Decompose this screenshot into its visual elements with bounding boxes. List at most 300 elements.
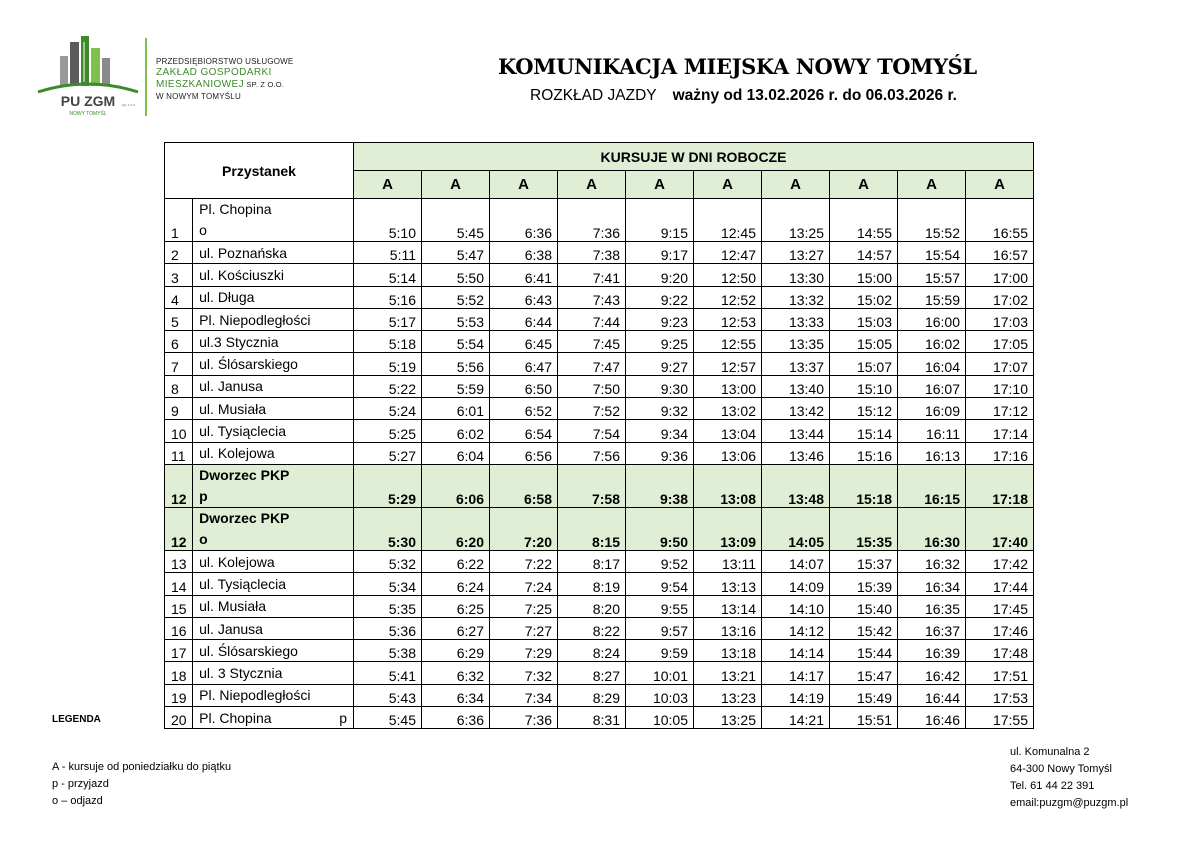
stop-number: 5 — [165, 308, 193, 330]
departure-time: 12:50 — [694, 264, 762, 286]
departure-time: 7:22 — [490, 550, 558, 572]
stop-name: Pl. Niepodległości — [193, 684, 354, 706]
departure-time: 17:16 — [966, 442, 1034, 464]
departure-time: 16:02 — [898, 331, 966, 353]
stop-name: Pl. Niepodległości — [193, 308, 354, 330]
departure-time: 8:31 — [558, 707, 626, 729]
company-name — [156, 56, 293, 102]
stop-direction-marker: p — [339, 709, 347, 726]
departure-time: 5:45 — [354, 707, 422, 729]
departure-time: 9:57 — [626, 617, 694, 639]
departure-time: 7:44 — [558, 308, 626, 330]
stop-number: 19 — [165, 684, 193, 706]
departure-time: 5:18 — [354, 331, 422, 353]
departure-time: 12:53 — [694, 308, 762, 330]
departure-time: 9:22 — [626, 286, 694, 308]
departure-time: 5:34 — [354, 573, 422, 595]
course-code-header: A — [422, 171, 490, 199]
course-code-header: A — [354, 171, 422, 199]
departure-time: 14:07 — [762, 550, 830, 572]
departure-time: 15:35 — [830, 507, 898, 550]
departure-time: 17:42 — [966, 550, 1034, 572]
departure-time: 6:36 — [490, 199, 558, 242]
departure-time: 6:52 — [490, 398, 558, 420]
company-line-3-suffix: SP. Z O.O. — [246, 80, 285, 89]
departure-time: 9:55 — [626, 595, 694, 617]
table-row — [165, 375, 1034, 397]
departure-time: 6:45 — [490, 331, 558, 353]
departure-time: 15:37 — [830, 550, 898, 572]
departure-time: 8:19 — [558, 573, 626, 595]
departure-time: 5:54 — [422, 331, 490, 353]
page-title: KOMUNIKACJA MIEJSKA NOWY TOMYŚL — [498, 54, 977, 79]
stop-name: ul. Ślósarskiego — [193, 640, 354, 662]
validity-period: ważny od 13.02.2026 r. do 06.03.2026 r. — [672, 87, 957, 104]
departure-time: 12:57 — [694, 353, 762, 375]
departure-time: 5:11 — [354, 242, 422, 264]
departure-time: 16:30 — [898, 507, 966, 550]
departure-time: 16:09 — [898, 398, 966, 420]
departure-time: 14:19 — [762, 684, 830, 706]
stop-number: 11 — [165, 442, 193, 464]
stop-name: ul. Długa — [193, 286, 354, 308]
departure-time: 13:35 — [762, 331, 830, 353]
departure-time: 16:44 — [898, 684, 966, 706]
departure-time: 7:24 — [490, 573, 558, 595]
departure-time: 9:59 — [626, 640, 694, 662]
departure-time: 6:20 — [422, 507, 490, 550]
departure-time: 15:52 — [898, 199, 966, 242]
departure-time: 6:36 — [422, 707, 490, 729]
legend-item: A - kursuje od poniedziałku do piątku — [52, 761, 232, 773]
departure-time: 17:51 — [966, 662, 1034, 684]
contact-phone: Tel. 61 44 22 391 — [1010, 780, 1095, 792]
departure-time: 13:44 — [762, 420, 830, 442]
departure-time: 7:47 — [558, 353, 626, 375]
company-logo — [36, 34, 140, 118]
departure-time: 16:32 — [898, 550, 966, 572]
table-row — [165, 707, 1034, 729]
departure-time: 16:42 — [898, 662, 966, 684]
stop-number: 14 — [165, 573, 193, 595]
departure-time: 6:58 — [490, 464, 558, 507]
stop-number: 3 — [165, 264, 193, 286]
departure-time: 17:05 — [966, 331, 1034, 353]
departure-time: 13:25 — [762, 199, 830, 242]
departure-time: 7:27 — [490, 617, 558, 639]
departure-time: 7:20 — [490, 507, 558, 550]
departure-time: 6:38 — [490, 242, 558, 264]
table-row — [165, 617, 1034, 639]
stop-number: 9 — [165, 398, 193, 420]
legend-item: o – odjazd — [52, 795, 103, 807]
departure-time: 15:51 — [830, 707, 898, 729]
departure-time: 5:36 — [354, 617, 422, 639]
departure-time: 7:36 — [490, 707, 558, 729]
departure-time: 16:13 — [898, 442, 966, 464]
departure-time: 5:16 — [354, 286, 422, 308]
departure-time: 13:08 — [694, 464, 762, 507]
stop-number: 6 — [165, 331, 193, 353]
table-row — [165, 199, 1034, 242]
departure-time: 14:12 — [762, 617, 830, 639]
departure-time: 15:44 — [830, 640, 898, 662]
departure-time: 16:15 — [898, 464, 966, 507]
departure-time: 16:46 — [898, 707, 966, 729]
departure-time: 5:47 — [422, 242, 490, 264]
departure-time: 9:36 — [626, 442, 694, 464]
departure-time: 13:09 — [694, 507, 762, 550]
departure-time: 5:10 — [354, 199, 422, 242]
departure-time: 13:37 — [762, 353, 830, 375]
departure-time: 16:07 — [898, 375, 966, 397]
departure-time: 15:02 — [830, 286, 898, 308]
stop-number: 7 — [165, 353, 193, 375]
stop-name: ul. Kościuszki — [193, 264, 354, 286]
departure-time: 7:36 — [558, 199, 626, 242]
departure-time: 6:43 — [490, 286, 558, 308]
departure-time: 13:48 — [762, 464, 830, 507]
departure-time: 13:14 — [694, 595, 762, 617]
departure-time: 15:59 — [898, 286, 966, 308]
departure-time: 7:34 — [490, 684, 558, 706]
departure-time: 8:24 — [558, 640, 626, 662]
departure-time: 17:53 — [966, 684, 1034, 706]
departure-time: 10:03 — [626, 684, 694, 706]
departure-time: 5:50 — [422, 264, 490, 286]
stop-number: 20 — [165, 707, 193, 729]
departure-time: 7:25 — [490, 595, 558, 617]
departure-time: 15:54 — [898, 242, 966, 264]
departure-time: 15:03 — [830, 308, 898, 330]
stop-name: ul. Tysiąclecia — [193, 420, 354, 442]
departure-time: 15:49 — [830, 684, 898, 706]
departure-time: 12:47 — [694, 242, 762, 264]
departure-time: 15:00 — [830, 264, 898, 286]
departure-time: 6:22 — [422, 550, 490, 572]
departure-time: 16:35 — [898, 595, 966, 617]
departure-time: 17:44 — [966, 573, 1034, 595]
departure-time: 14:57 — [830, 242, 898, 264]
departure-time: 13:18 — [694, 640, 762, 662]
stop-name-wrapper — [199, 710, 353, 726]
logo-divider — [145, 38, 147, 116]
departure-time: 7:58 — [558, 464, 626, 507]
departure-time: 5:27 — [354, 442, 422, 464]
course-code-header: A — [966, 171, 1034, 199]
departure-time: 7:41 — [558, 264, 626, 286]
departure-time: 7:52 — [558, 398, 626, 420]
stop-number: 16 — [165, 617, 193, 639]
departure-time: 15:16 — [830, 442, 898, 464]
logo-text: PU ZGM — [60, 93, 116, 109]
legend — [52, 759, 231, 810]
departure-time: 17:55 — [966, 707, 1034, 729]
departure-time: 9:17 — [626, 242, 694, 264]
departure-time: 5:32 — [354, 550, 422, 572]
departure-time: 17:00 — [966, 264, 1034, 286]
company-line-2: ZAKŁAD GOSPODARKI — [156, 67, 272, 78]
table-row — [165, 573, 1034, 595]
departure-time: 5:41 — [354, 662, 422, 684]
departure-time: 7:56 — [558, 442, 626, 464]
departure-time: 5:24 — [354, 398, 422, 420]
departure-time: 5:43 — [354, 684, 422, 706]
departure-time: 9:23 — [626, 308, 694, 330]
departure-time: 5:25 — [354, 420, 422, 442]
departure-time: 15:47 — [830, 662, 898, 684]
table-row — [165, 595, 1034, 617]
stop-name-line: Pl. Chopina — [199, 201, 272, 217]
departure-time: 6:41 — [490, 264, 558, 286]
departure-time: 17:03 — [966, 308, 1034, 330]
table-row — [165, 442, 1034, 464]
departure-time: 6:50 — [490, 375, 558, 397]
departure-time: 6:44 — [490, 308, 558, 330]
table-row — [165, 684, 1034, 706]
company-line-3: MIESZKANIOWEJ — [156, 79, 244, 90]
departure-time: 17:14 — [966, 420, 1034, 442]
course-code-header: A — [898, 171, 966, 199]
departure-time: 14:17 — [762, 662, 830, 684]
table-row — [165, 507, 1034, 550]
table-row — [165, 420, 1034, 442]
course-code-header: A — [830, 171, 898, 199]
departure-time: 6:24 — [422, 573, 490, 595]
departure-time: 16:00 — [898, 308, 966, 330]
stop-number: 1 — [165, 199, 193, 242]
departure-time: 6:34 — [422, 684, 490, 706]
departure-time: 5:17 — [354, 308, 422, 330]
departure-time: 9:25 — [626, 331, 694, 353]
departure-time: 16:34 — [898, 573, 966, 595]
departure-time: 14:09 — [762, 573, 830, 595]
stop-number: 15 — [165, 595, 193, 617]
course-code-header: A — [694, 171, 762, 199]
departure-time: 5:29 — [354, 464, 422, 507]
table-row — [165, 331, 1034, 353]
departure-time: 12:55 — [694, 331, 762, 353]
departure-time: 15:14 — [830, 420, 898, 442]
company-line-1: PRZEDSIĘBIORSTWO USŁUGOWE — [156, 57, 294, 66]
timetable-body — [165, 199, 1034, 729]
stop-name-line: Dworzec PKP — [199, 466, 290, 483]
stop-name-text: Pl. Chopina — [199, 709, 272, 726]
departure-time: 5:19 — [354, 353, 422, 375]
departure-time: 6:47 — [490, 353, 558, 375]
departure-time: 13:30 — [762, 264, 830, 286]
departure-time: 8:22 — [558, 617, 626, 639]
departure-time: 13:16 — [694, 617, 762, 639]
departure-time: 7:54 — [558, 420, 626, 442]
stop-direction-marker: p — [199, 487, 208, 504]
departure-time: 14:14 — [762, 640, 830, 662]
table-row — [165, 264, 1034, 286]
departure-time: 9:38 — [626, 464, 694, 507]
departure-time: 17:07 — [966, 353, 1034, 375]
stop-number: 2 — [165, 242, 193, 264]
stop-direction-marker: o — [199, 530, 208, 547]
departure-time: 15:10 — [830, 375, 898, 397]
departure-time: 13:40 — [762, 375, 830, 397]
departure-time: 13:13 — [694, 573, 762, 595]
departure-time: 7:45 — [558, 331, 626, 353]
departure-time: 14:10 — [762, 595, 830, 617]
course-code-header: A — [762, 171, 830, 199]
contact-street: ul. Komunalna 2 — [1010, 746, 1090, 758]
stop-name: ul. Kolejowa — [193, 442, 354, 464]
departure-time: 7:50 — [558, 375, 626, 397]
course-code-header: A — [490, 171, 558, 199]
departure-time: 15:07 — [830, 353, 898, 375]
departure-time: 15:42 — [830, 617, 898, 639]
departure-time: 13:04 — [694, 420, 762, 442]
stop-name: ul. Poznańska — [193, 242, 354, 264]
departure-time: 13:21 — [694, 662, 762, 684]
departure-time: 9:54 — [626, 573, 694, 595]
departure-time: 6:06 — [422, 464, 490, 507]
departure-time: 9:15 — [626, 199, 694, 242]
logo-suffix: sp. z o.o. — [122, 103, 137, 107]
contact-info — [1010, 744, 1128, 812]
departure-time: 17:45 — [966, 595, 1034, 617]
departure-time: 5:45 — [422, 199, 490, 242]
table-row — [165, 550, 1034, 572]
departure-time: 16:57 — [966, 242, 1034, 264]
departure-time: 6:02 — [422, 420, 490, 442]
departure-time: 6:25 — [422, 595, 490, 617]
table-row — [165, 286, 1034, 308]
timetable — [164, 142, 1034, 729]
departure-time: 7:38 — [558, 242, 626, 264]
departure-time: 9:30 — [626, 375, 694, 397]
departure-time: 15:18 — [830, 464, 898, 507]
departure-time: 17:46 — [966, 617, 1034, 639]
stop-number: 10 — [165, 420, 193, 442]
departure-time: 13:46 — [762, 442, 830, 464]
page-subtitle — [530, 87, 957, 105]
company-line-3-row — [156, 79, 293, 91]
departure-time: 13:33 — [762, 308, 830, 330]
stop-name: ul. 3 Stycznia — [193, 662, 354, 684]
departure-time: 13:25 — [694, 707, 762, 729]
stop-number: 4 — [165, 286, 193, 308]
contact-city: 64-300 Nowy Tomyśl — [1010, 763, 1112, 775]
departure-time: 15:39 — [830, 573, 898, 595]
stop-direction-marker: o — [199, 222, 207, 238]
table-row — [165, 398, 1034, 420]
table-row — [165, 353, 1034, 375]
departure-time: 10:01 — [626, 662, 694, 684]
departure-time: 5:22 — [354, 375, 422, 397]
departure-time: 17:10 — [966, 375, 1034, 397]
stop-number: 12 — [165, 464, 193, 507]
departure-time: 6:04 — [422, 442, 490, 464]
departure-time: 13:32 — [762, 286, 830, 308]
stop-name — [193, 464, 354, 507]
departure-time: 5:52 — [422, 286, 490, 308]
departure-time: 14:21 — [762, 707, 830, 729]
stop-name: ul. Janusa — [193, 617, 354, 639]
table-row — [165, 464, 1034, 507]
departure-time: 16:04 — [898, 353, 966, 375]
stop-name: ul. Tysiąclecia — [193, 573, 354, 595]
stop-name: ul.3 Stycznia — [193, 331, 354, 353]
departure-time: 15:12 — [830, 398, 898, 420]
departure-time: 8:20 — [558, 595, 626, 617]
table-row — [165, 640, 1034, 662]
departure-time: 5:38 — [354, 640, 422, 662]
logo-town: NOWY TOMYŚL — [69, 111, 107, 117]
departure-time: 12:45 — [694, 199, 762, 242]
departure-time: 14:55 — [830, 199, 898, 242]
legend-title: LEGENDA — [52, 714, 101, 725]
departure-time: 16:11 — [898, 420, 966, 442]
departure-time: 6:29 — [422, 640, 490, 662]
departure-time: 5:59 — [422, 375, 490, 397]
departure-time: 17:02 — [966, 286, 1034, 308]
departure-time: 14:05 — [762, 507, 830, 550]
stop-number: 13 — [165, 550, 193, 572]
departure-time: 15:57 — [898, 264, 966, 286]
departure-time: 13:02 — [694, 398, 762, 420]
stop-name — [193, 507, 354, 550]
departure-time: 8:17 — [558, 550, 626, 572]
departure-time: 13:11 — [694, 550, 762, 572]
table-row — [165, 662, 1034, 684]
stop-name: ul. Kolejowa — [193, 550, 354, 572]
departure-time: 7:29 — [490, 640, 558, 662]
stop-name: ul. Ślósarskiego — [193, 353, 354, 375]
departure-time: 13:23 — [694, 684, 762, 706]
departure-time: 15:40 — [830, 595, 898, 617]
service-days-header: KURSUJE W DNI ROBOCZE — [354, 143, 1034, 171]
departure-time: 15:05 — [830, 331, 898, 353]
stop-number: 8 — [165, 375, 193, 397]
stop-number: 18 — [165, 662, 193, 684]
departure-time: 8:15 — [558, 507, 626, 550]
stop-number: 17 — [165, 640, 193, 662]
departure-time: 6:56 — [490, 442, 558, 464]
stop-name — [193, 199, 354, 242]
stop-name: ul. Musiała — [193, 398, 354, 420]
departure-time: 8:27 — [558, 662, 626, 684]
departure-time: 9:27 — [626, 353, 694, 375]
departure-time: 9:32 — [626, 398, 694, 420]
departure-time: 6:32 — [422, 662, 490, 684]
subtitle-label: ROZKŁAD JAZDY — [530, 87, 657, 104]
departure-time: 7:43 — [558, 286, 626, 308]
contact-email: email:puzgm@puzgm.pl — [1010, 797, 1129, 809]
stop-name: ul. Musiała — [193, 595, 354, 617]
course-code-header: A — [558, 171, 626, 199]
departure-time: 17:12 — [966, 398, 1034, 420]
stop-name-line: Dworzec PKP — [199, 509, 290, 526]
departure-time: 5:53 — [422, 308, 490, 330]
departure-time: 5:56 — [422, 353, 490, 375]
departure-time: 17:18 — [966, 464, 1034, 507]
departure-time: 13:06 — [694, 442, 762, 464]
departure-time: 9:50 — [626, 507, 694, 550]
departure-time: 9:34 — [626, 420, 694, 442]
departure-time: 5:35 — [354, 595, 422, 617]
departure-time: 5:30 — [354, 507, 422, 550]
departure-time: 13:00 — [694, 375, 762, 397]
stop-number: 12 — [165, 507, 193, 550]
departure-time: 10:05 — [626, 707, 694, 729]
buildings-logo-icon — [36, 34, 140, 118]
stop-name: ul. Janusa — [193, 375, 354, 397]
